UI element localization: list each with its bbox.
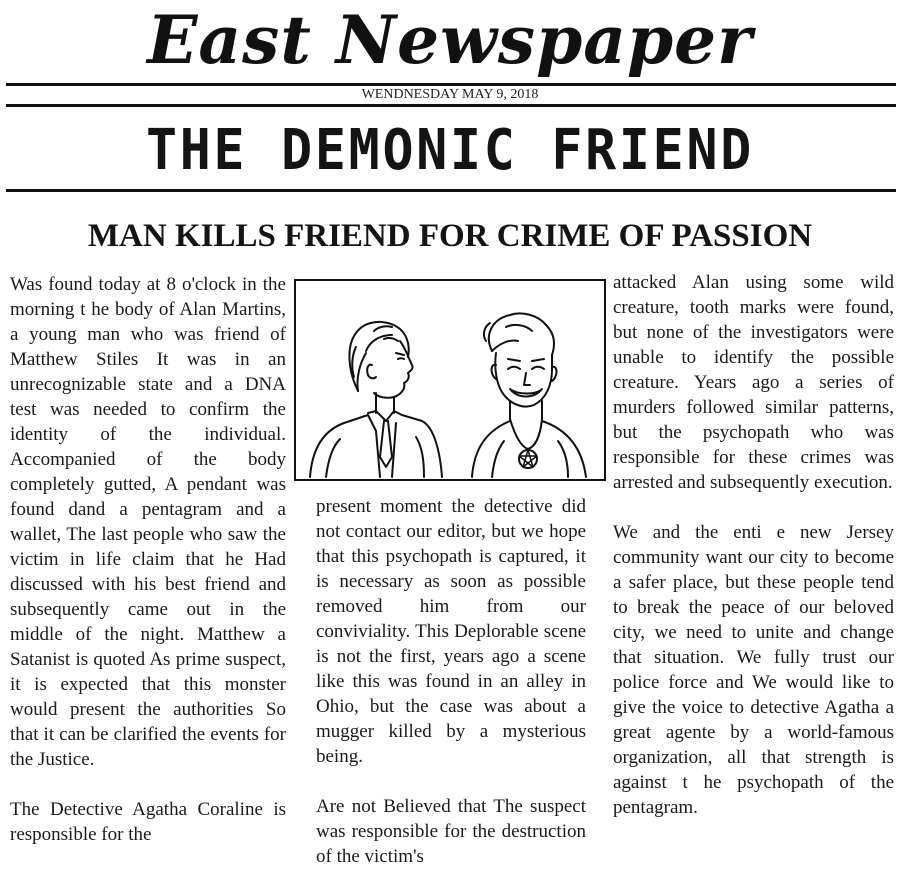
column-2-paragraph-1: present moment the detective did not contact our editor, but we hope that this psychopath is captured, it is necessary as soon as possible removed him from our conviviality. This Deplorable scene is not the first, years ago a scene like this was found in an alley in Ohio, but the case was about a mugger killed by a mysterious being. (316, 496, 586, 767)
article-column-1 (10, 272, 286, 884)
dateline: WENDNESDAY MAY 9, 2018 (361, 87, 539, 102)
headline: THE DEMONIC FRIEND (145, 118, 755, 183)
column-3-paragraph-2: We and the enti e new Jersey community want our city to become a safer place, but these people tend to break the peace of our beloved city, we need to unite and change that situation. We fully trust our police force and We would like to give the voice to detective Agatha a great agente by a world-famous organization, all that strength is against t he psychopath of the pentagram. (613, 522, 894, 818)
left-man-figure (310, 322, 442, 477)
column-1-paragraph-1: Was found today at 8 o'clock in the morning t he body of Alan Martins, a young man who was friend of Matthew Stiles It was in an unrecognizable state and a DNA test was needed to confirm the identity of the individual. Accompanied of the body completely gutted, A pendant was found dand a pentagram and a wallet, The last people who saw the victim in life claim that he Had discussed with his best friend and subsequently came out in the middle of the night. Matthew a Satanist is quoted As prime suspect, it is expected that this monster would present the authorities So that it can be clarified the events for the Justice. (10, 274, 286, 770)
column-1-paragraph-2: The Detective Agatha Coraline is responsible for the (10, 799, 286, 845)
column-2-paragraph-2: Are not Believed that The suspect was responsible for the destruction of the victim's (316, 796, 586, 867)
headline-rule (6, 189, 896, 192)
column-3-paragraph-1: attacked Alan using some wild creature, tooth marks were found, but none of the investigators were unable to identify the possible creature. Years ago a series of murders followed similar patterns, but the psychopath who was responsible for these crimes was arrested and subsequently execution. (613, 272, 894, 493)
right-man-figure (472, 313, 586, 477)
article-column-2 (316, 494, 586, 884)
masthead-rule-bottom (6, 104, 896, 107)
article-column-3 (613, 270, 894, 884)
subheadline: MAN KILLS FRIEND FOR CRIME OF PASSION (87, 218, 813, 254)
masthead-title: East Newspaper (147, 1, 753, 79)
two-men-illustration-icon (294, 279, 606, 481)
